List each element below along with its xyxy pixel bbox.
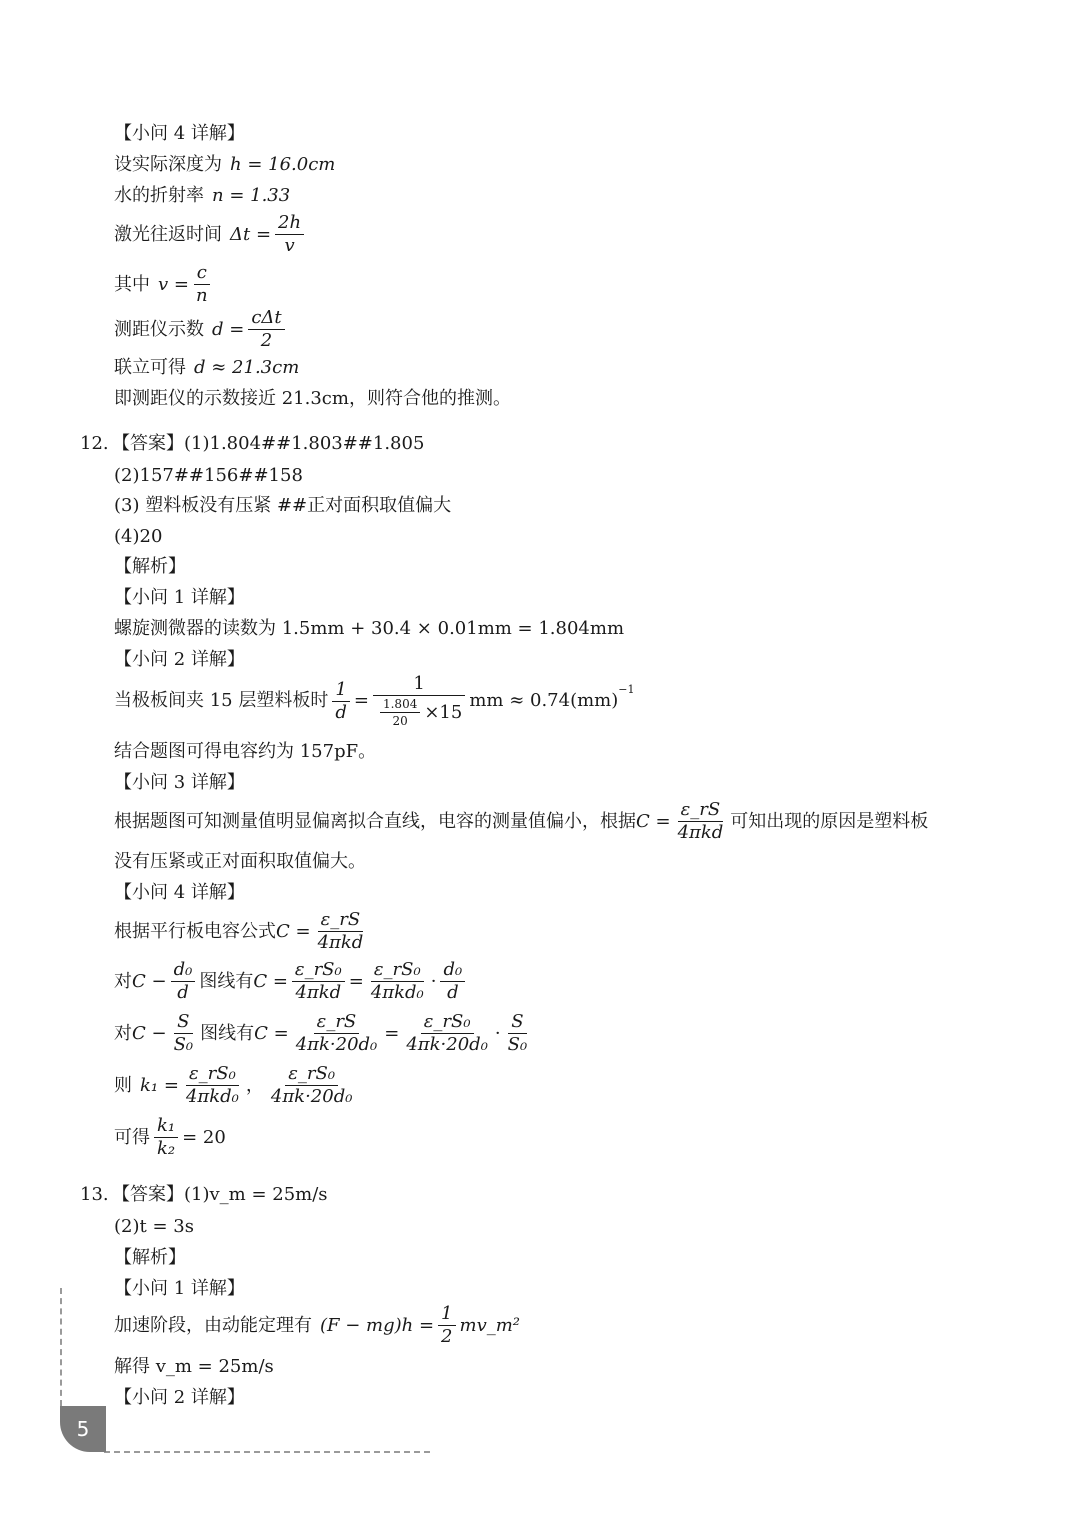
answer-13-part2: (2)t = 3s <box>114 1216 194 1237</box>
fraction: $\frac{1}{d}$ <box>332 680 350 723</box>
depth-line: 设实际深度为 h = 16.0cm <box>114 154 336 175</box>
fraction: $\frac{\text{ε\_rS₀}}{\text{4πkd₀}}$ <box>370 959 424 1003</box>
fraction: $\frac{c}{n}$ <box>193 263 211 306</box>
answer-12-part3: (3) 塑料板没有压紧 ##正对面积取值偏大 <box>114 495 452 516</box>
fraction: $\frac{\text{ε\_rS₀}}{\text{4πkd₀}}$ <box>185 1063 239 1107</box>
q13-subq2-heading: 【小问 2 详解】 <box>114 1387 245 1408</box>
subq1-heading: 【小问 1 详解】 <box>114 587 245 608</box>
subq4b-heading: 【小问 4 详解】 <box>114 882 245 903</box>
fraction: $\frac{1.804}{20}$ <box>380 697 420 728</box>
answer-12-part2: (2)157##156##158 <box>114 465 303 486</box>
fraction: $\frac{\text{ε\_rS₀}}{\text{4πk·20d₀}}$ <box>270 1063 353 1107</box>
question-13-answer: 13. 【答案】(1)v_m = 25m/s <box>80 1184 328 1205</box>
fraction: $\frac{\text{d₀}}{d}$ <box>440 960 465 1003</box>
fraction: $\frac{\varepsilon\_rS}{\text{4πkd}}$ <box>677 799 724 843</box>
analysis-heading-13: 【解析】 <box>114 1247 186 1268</box>
answer-12-part4: (4)20 <box>114 526 163 547</box>
fraction: $\frac{1}{2}$ <box>438 1304 455 1347</box>
meter-line: 测距仪示数 d = $\frac{\text{cΔt}}{2}$ <box>114 308 289 351</box>
subq2-formula: 当极板间夹 15 层塑料板时 $\frac{1}{d}$ = 1 $\frac{1.804}{20}$ ×15 mm ≈ 0.74(mm) $^{-1}$ <box>114 673 635 728</box>
subq2-heading: 【小问 2 详解】 <box>114 649 245 670</box>
subq3-text-2: 没有压紧或正对面积取值偏大。 <box>114 851 366 872</box>
page-number: 5 <box>76 1417 90 1441</box>
subq3-text: 根据题图可知测量值明显偏离拟合直线，电容的测量值偏小，根据 C = $\frac{\varepsilon\_rS}{\text{4πkd}}$ 可知出现的原因是塑料板 <box>114 799 929 843</box>
subq3-heading: 【小问 3 详解】 <box>114 772 245 793</box>
fraction: $\frac{\text{ε\_rS₀}}{\text{4πk·20d₀}}$ <box>406 1011 488 1055</box>
fraction: $\frac{S}{\text{S₀}}$ <box>173 1011 194 1055</box>
subq4-heading: 【小问 4 详解】 <box>114 123 245 144</box>
subq1-text: 螺旋测微器的读数为 1.5mm + 30.4 × 0.01mm = 1.804mm <box>114 618 625 639</box>
capacitance-formula: 根据平行板电容公式 C = $\frac{\varepsilon\_rS}{\text{4πkd}}$ <box>114 910 370 953</box>
kinetic-energy-line: 加速阶段，由动能定理有 (F − mg)h = $\frac{1}{2}$ mv_m² <box>114 1303 521 1347</box>
page-number-tab <box>60 1406 106 1452</box>
graph-s-line: 对 C − $\frac{S}{\text{S₀}}$ 图线有 C = $\frac{\varepsilon\_rS}{\text{4πk·20d₀}}$ = $\frac{\text{ε\_rS₀}}{\text{4πk·20d₀}}$ · $\frac{S}{\text{S₀}}$ <box>114 1012 534 1055</box>
margin-dashed-line <box>60 1288 62 1406</box>
fraction: $\frac{\text{ε\_rS₀}}{\text{4πkd}}$ <box>292 960 345 1003</box>
fraction: $\frac{\varepsilon\_rS}{\text{4πk·20d₀}}$ <box>295 1011 378 1055</box>
laser-time-line: 激光往返时间 Δt = $\frac{2h}{v}$ <box>114 213 308 256</box>
footer-dashed-line <box>104 1451 430 1453</box>
solve-vm-line: 解得 v_m = 25m/s <box>114 1356 274 1377</box>
fraction: $\frac{\text{d₀}}{d}$ <box>171 960 196 1003</box>
fraction: $\frac{S}{\text{S₀}}$ <box>507 1011 528 1055</box>
subq2-conclusion: 结合题图可得电容约为 157pF。 <box>114 741 377 762</box>
graph-d-line: 对 C − $\frac{\text{d₀}}{d}$ 图线有 C = $\frac{\text{ε\_rS₀}}{\text{4πkd}}$ = $\frac{\text{ε\_rS₀}}{\text{4πkd₀}}$ · $\frac{\text{d₀}}{d}$ <box>114 960 469 1003</box>
analysis-heading: 【解析】 <box>114 556 186 577</box>
fraction: 1 $\frac{1.804}{20}$ ×15 <box>373 674 465 728</box>
q13-subq1-heading: 【小问 1 详解】 <box>114 1278 245 1299</box>
velocity-line: 其中 v = $\frac{c}{n}$ <box>114 263 215 306</box>
question-number: 13. <box>80 1184 109 1205</box>
question-12-answer: 12. 【答案】(1)1.804##1.803##1.805 <box>80 433 425 454</box>
fraction: $\frac{\varepsilon\_rS}{\text{4πkd}}$ <box>317 909 364 953</box>
conclusion-line: 即测距仪的示数接近 21.3cm，则符合他的推测。 <box>114 388 511 409</box>
refraction-line: 水的折射率 n = 1.33 <box>114 185 291 206</box>
fraction: $\frac{\text{k₁}}{\text{k₂}}$ <box>154 1116 178 1159</box>
slope-k-line: 则 k₁ = $\frac{\text{ε\_rS₀}}{\text{4πkd₀}}$ ， $\frac{\text{ε\_rS₀}}{\text{4πk·20d₀}}$ <box>114 1064 359 1107</box>
fraction: $\frac{\text{cΔt}}{2}$ <box>248 308 284 351</box>
joint-line: 联立可得 d ≈ 21.3cm <box>114 357 300 378</box>
ratio-line: 可得 $\frac{\text{k₁}}{\text{k₂}}$ = 20 <box>114 1115 226 1159</box>
fraction: $\frac{2h}{v}$ <box>275 213 304 256</box>
question-number: 12. <box>80 433 109 454</box>
